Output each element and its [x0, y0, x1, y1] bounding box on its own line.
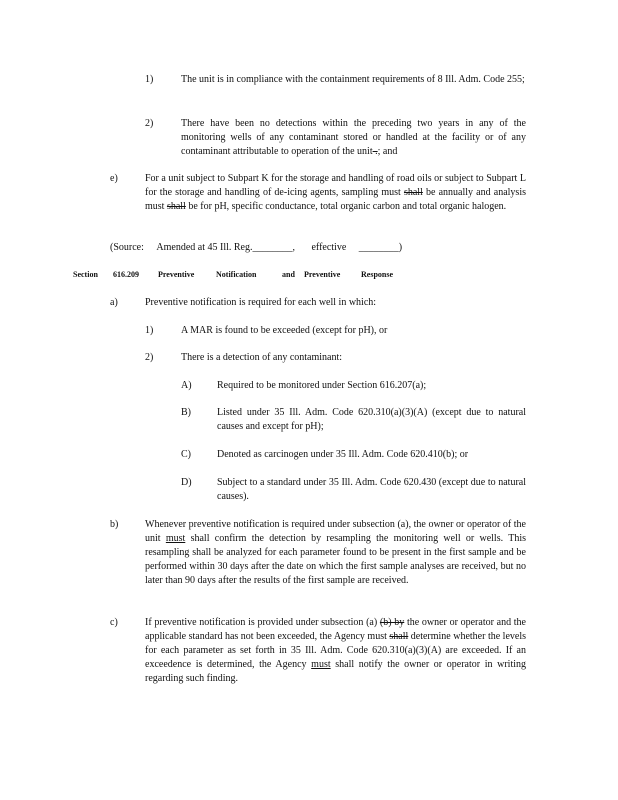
- subpart-text-mid: be annually and analysis must: [145, 187, 526, 212]
- resampling-text-end: shall confirm the detection by resampling the monitoring well or wells. This resampling shall be analyzed for each parameter found to be present in the first sample and be performed within 30 days after the date on which the first sample analyses are received, but no later than 90 days after the results of the first sample are received.: [145, 533, 526, 586]
- agency-text-mid: the owner or operator and the applicable standard has not been exceeded, the Agency must: [145, 617, 526, 642]
- source-blank: ________): [358, 242, 403, 253]
- compliance-item: [181, 73, 526, 87]
- agency-determination-paragraph: [145, 616, 526, 686]
- section-title-word: Response: [361, 270, 394, 279]
- list-label: b): [110, 519, 119, 530]
- list-label: 1): [145, 325, 154, 336]
- no-detections-item: [181, 117, 526, 159]
- list-label: C): [181, 449, 191, 460]
- list-label: c): [110, 617, 118, 628]
- source-prefix: (Source:: [110, 242, 144, 253]
- agency-text-end: shall notify the owner or operator in writing regarding such finding.: [145, 659, 527, 684]
- no-detections-end: ; and: [377, 146, 398, 157]
- subpart-text-end: be for pH, specific conductance, total organic carbon and total organic halogen.: [185, 201, 507, 212]
- resampling-text: Whenever preventive notification is required under subsection (a), the owner or operator of the unit: [145, 519, 526, 544]
- source-effective: effective: [311, 242, 347, 253]
- subpart-item: [145, 172, 526, 214]
- section-title-word: Preventive: [158, 270, 195, 279]
- section-number: 616.209: [113, 270, 139, 279]
- source-note: [110, 241, 430, 255]
- section-title-word: Preventive: [304, 270, 341, 279]
- subpart-text: For a unit subject to Subpart K for the storage and handling of road oils or subject to Subpart L for the storage and handling of de-icing agents, sampling must: [145, 173, 526, 198]
- list-label: 1): [145, 74, 154, 85]
- agency-text: If preventive notification is provided under subsection (a): [145, 617, 380, 628]
- agency-text-mid2: determine whether the levels for each parameter as set forth in 35 Ill. Adm. Code 620.310(a)(3)(A) are exceeded. If an exceedence is determined, the Agency: [145, 631, 527, 670]
- inserted-text: must: [311, 659, 331, 670]
- detection-subitem: Listed under 35 Ill. Adm. Code 620.310(a)(3)(A) (except due to natural causes and except for pH);: [217, 407, 526, 432]
- section-title-word: Notification: [216, 270, 257, 279]
- deleted-text: shall: [389, 631, 409, 642]
- section-title-word: and: [282, 270, 295, 279]
- source-amended: Amended at 45 Ill. Reg.: [156, 242, 253, 253]
- list-label: a): [110, 297, 118, 308]
- source-blank: ________,: [252, 242, 295, 253]
- list-label: 2): [145, 352, 154, 363]
- no-detections-text: There have been no detections within the preceding two years in any of the monitoring wells of any contaminant stored or handled at the facility or of any contaminant attributable to operation of the unit: [181, 118, 526, 157]
- inserted-text: must: [165, 533, 186, 544]
- section-heading: [0, 268, 618, 280]
- deleted-text: shall: [403, 187, 423, 198]
- detection-item: There is a detection of any contaminant:: [181, 352, 343, 363]
- preventive-notification-intro: Preventive notification is required for each well in which:: [145, 297, 377, 308]
- section-word: Section: [73, 270, 98, 279]
- deleted-text: shall: [166, 201, 186, 212]
- mar-exceeded-item: A MAR is found to be exceeded (except for pH), or: [181, 325, 388, 336]
- list-label: 2): [145, 118, 154, 129]
- detection-subitem: Denoted as carcinogen under 35 Ill. Adm. Code 620.410(b); or: [217, 449, 469, 460]
- list-label: A): [181, 380, 192, 391]
- detection-subitem: Required to be monitored under Section 616.207(a);: [217, 380, 427, 391]
- detection-subitem: Subject to a standard under 35 Ill. Adm. Code 620.430 (except due to natural causes).: [217, 477, 526, 502]
- resampling-paragraph: [145, 518, 526, 588]
- list-label: B): [181, 407, 191, 418]
- list-label: D): [181, 477, 192, 488]
- deleted-text: .: [372, 146, 378, 157]
- deleted-text: (b) by: [379, 617, 405, 628]
- list-label: e): [110, 173, 118, 184]
- compliance-text: The unit is in compliance with the containment requirements of 8 Ill. Adm. Code 255;: [181, 74, 525, 85]
